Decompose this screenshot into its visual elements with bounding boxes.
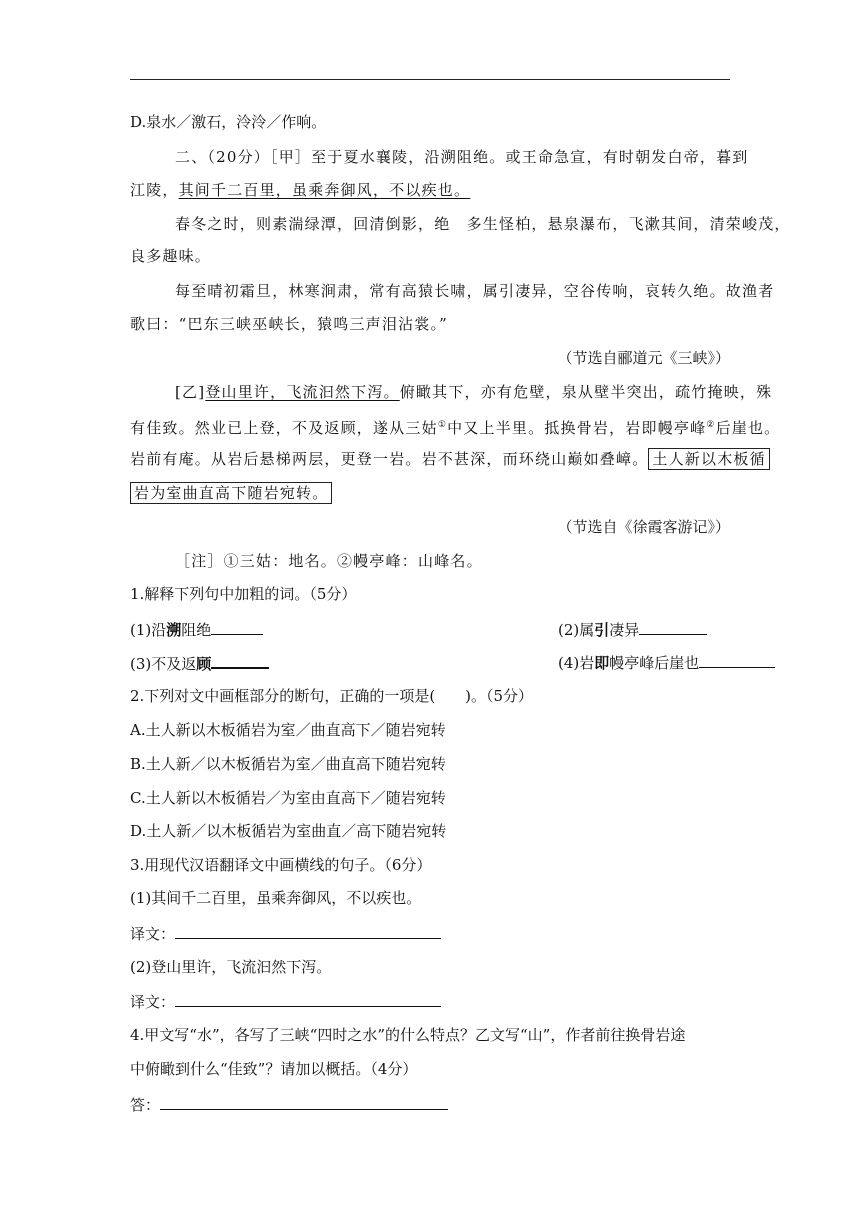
passage-jia-line-4: 良多趣味。 xyxy=(130,247,212,265)
q3-stem: 3.用现代汉语翻译文中画横线的句子。（6分） xyxy=(130,856,432,874)
q3-answer-2: 译文： xyxy=(130,990,730,1013)
header-rule xyxy=(130,79,730,80)
q1-row-1: (1)沿溯阻绝 (2)属引凄异 xyxy=(130,618,730,641)
q2-option-b[interactable]: B.土人新／以木板循岩为室／曲直高下随岩宛转 xyxy=(130,755,446,773)
answer-blank[interactable] xyxy=(699,651,775,668)
boxed-text-2: 岩为室曲直高下随岩宛转。 xyxy=(130,482,332,504)
q4-stem-line-2: 中俯瞰到什么“佳致”？请加以概括。（4分） xyxy=(130,1060,418,1078)
underlined-sentence-1: 其间千二百里，虽乘奔御风，不以疾也。 xyxy=(178,181,471,199)
passage-jia-line-6: 歌曰：“巴东三峡巫峡长，猿鸣三声泪沾裳。” xyxy=(130,315,449,333)
q3-sentence-2: (2)登山里许，飞流汩然下泻。 xyxy=(130,958,332,976)
passage-jia-line-2: 江陵，其间千二百里，虽乘奔御风，不以疾也。 xyxy=(130,181,471,199)
q3-answer-1: 译文： xyxy=(130,922,730,945)
q1-row-2: (3)不及返顾 (4)岩即幔亭峰后崖也 xyxy=(130,651,730,675)
answer-blank[interactable] xyxy=(175,990,441,1007)
passage-jia-line-3: 春冬之时，则素湍绿潭，回清倒影，绝 多生怪柏，悬泉瀑布，飞漱其间，清荣峻茂， xyxy=(175,215,791,233)
q3-sentence-1: (1)其间千二百里，虽乘奔御风，不以疾也。 xyxy=(130,889,422,907)
option-d-previous: D.泉水／激石，泠泠／作响。 xyxy=(130,113,327,131)
boxed-text-1: 土人新以木板循 xyxy=(648,448,769,470)
passage-yi-line-3: 岩前有庵。从岩后悬梯两层，更登一岩。岩不甚深，而环绕山巅如叠嶂。 土人新以木板循 xyxy=(130,448,730,470)
underlined-sentence-2: 登山里许，飞流汩然下泻。 xyxy=(205,383,400,401)
passage-yi-line-2: 有佳致。然业已上登，不及返顾，遂从三姑①中又上半里。抵换骨岩，岩即幔亭峰②后崖也。 xyxy=(130,419,781,437)
source-jia: （节选自郦道元《三峡》） xyxy=(557,349,730,367)
q2-option-d[interactable]: D.土人新／以木板循岩为室曲直／高下随岩宛转 xyxy=(130,822,447,840)
answer-blank[interactable] xyxy=(211,618,263,635)
q4-answer: 答： xyxy=(130,1093,730,1116)
q2-stem: 2.下列对文中画框部分的断句，正确的一项是( )。（5分） xyxy=(130,687,534,705)
answer-blank[interactable] xyxy=(160,1093,448,1110)
answer-blank[interactable] xyxy=(211,651,269,669)
q2-option-a[interactable]: A.土人新以木板循岩为室／曲直高下／随岩宛转 xyxy=(130,721,446,739)
passage-jia-line-1: 二、（20分）［甲］至于夏水襄陵，沿溯阻绝。或王命急宣，有时朝发白帝，暮到 xyxy=(175,148,749,166)
q1-stem: 1.解释下列句中加粗的词。（5分） xyxy=(130,585,357,603)
annotation-note: ［注］①三姑：地名。②幔亭峰：山峰名。 xyxy=(175,552,483,570)
source-yi: （节选自《徐霞客游记》） xyxy=(557,518,730,536)
passage-yi-line-1: [乙]登山里许，飞流汩然下泻。俯瞰其下，亦有危壁，泉从壁半突出，疏竹掩映，殊 xyxy=(175,383,773,401)
answer-blank[interactable] xyxy=(175,922,441,939)
q4-stem-line-1: 4.甲文写“水”，各写了三峡“四时之水”的什么特点？乙文写“山”，作者前往换骨岩途 xyxy=(130,1026,686,1044)
passage-yi-line-4 xyxy=(130,482,730,504)
q2-option-c[interactable]: C.土人新以木板循岩／为室由直高下／随岩宛转 xyxy=(130,789,446,807)
answer-blank[interactable] xyxy=(639,618,707,635)
passage-jia-line-5: 每至晴初霜旦，林寒涧肃，常有高猿长啸，属引凄异，空谷传响，哀转久绝。故渔者 xyxy=(175,282,775,300)
